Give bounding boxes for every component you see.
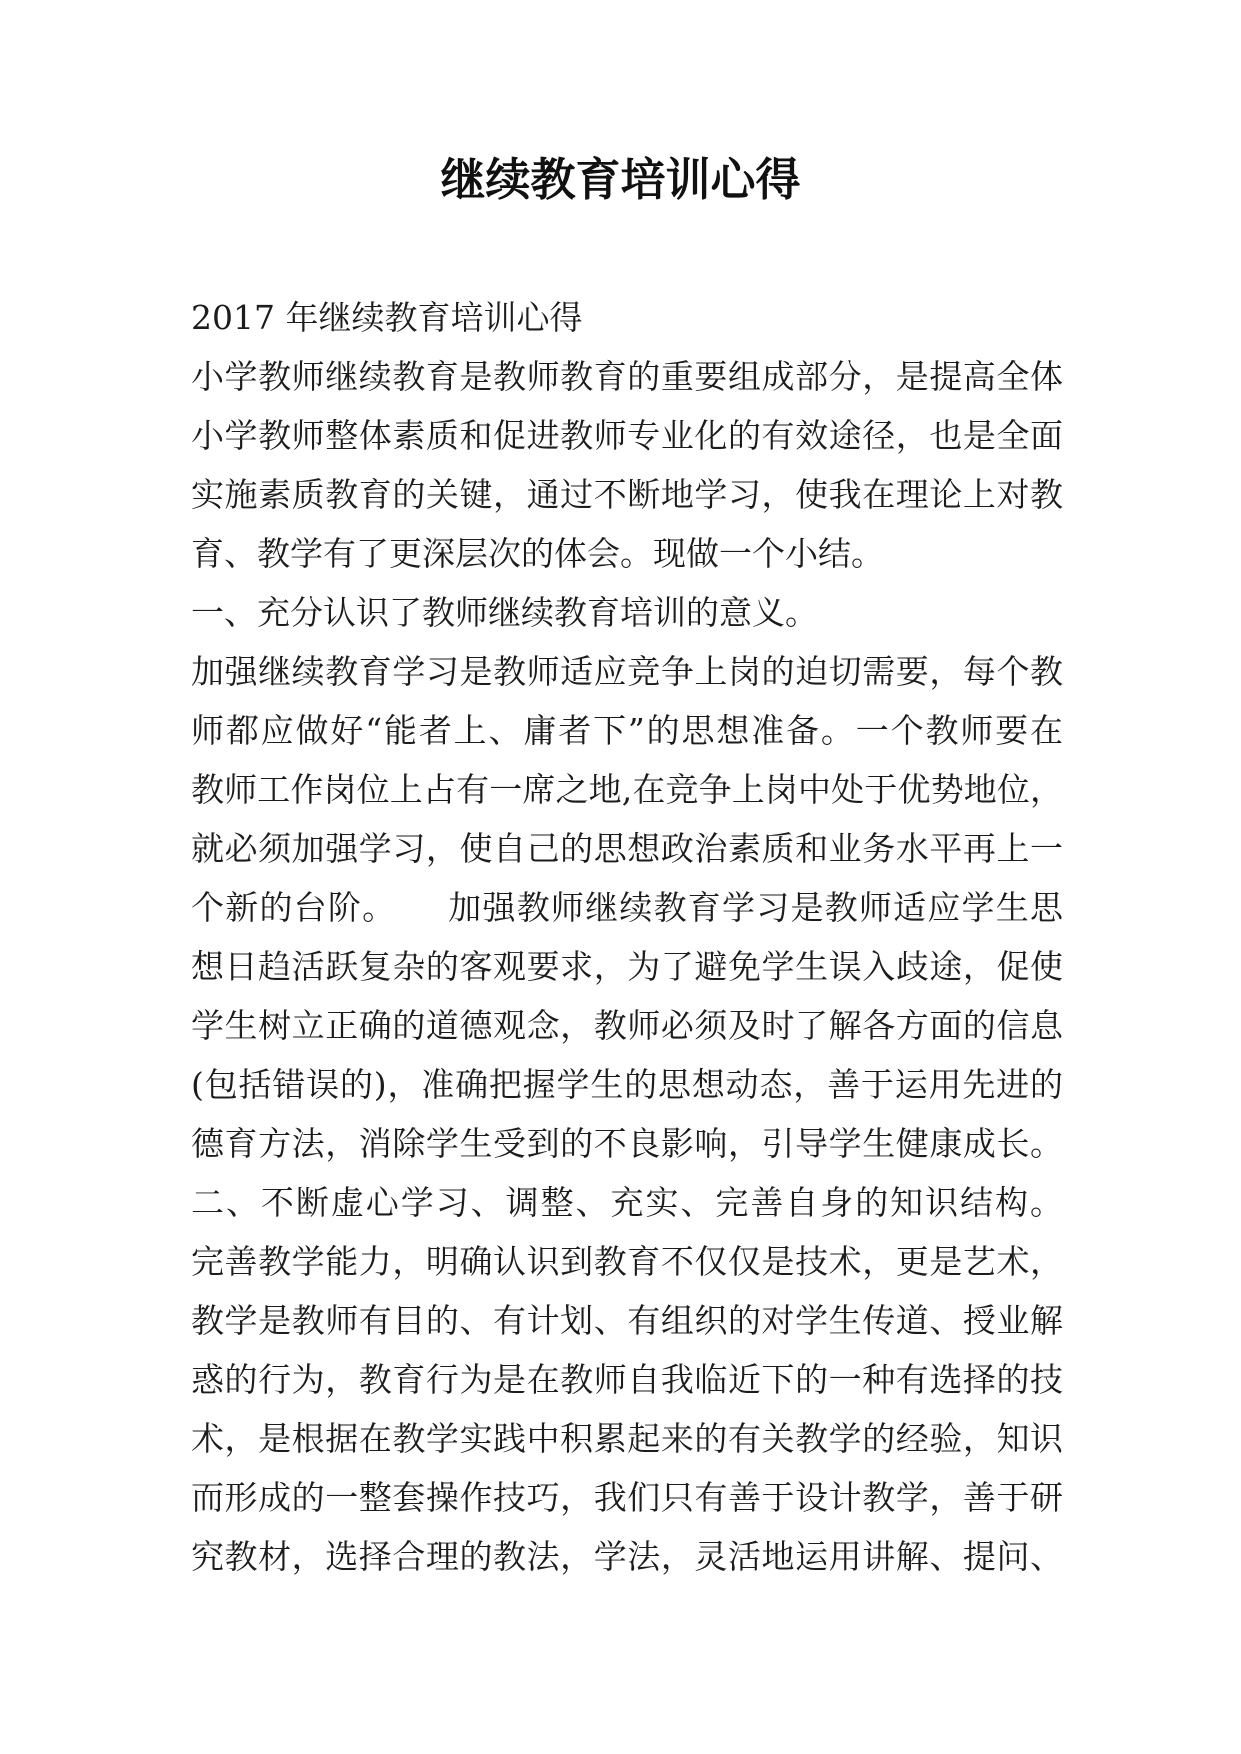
body-line: 学生树立正确的道德观念，教师必须及时了解各方面的信息 [191,1006,1063,1045]
body-line: 惑的行为，教育行为是在教师自我临近下的一种有选择的技 [191,1360,1063,1399]
body-line: 想日趋活跃复杂的客观要求，为了避免学生误入歧途，促使 [191,947,1063,986]
body-line: 教师工作岗位上占有一席之地,在竞争上岗中处于优势地位， [191,770,1063,809]
body-line: 而形成的一整套操作技巧，我们只有善于设计教学，善于研 [191,1478,1063,1517]
document-title: 继续教育培训心得 [440,153,801,206]
section-heading: 一、充分认识了教师继续教育培训的意义。 [191,593,818,632]
body-line: 实施素质教育的关键，通过不断地学习，使我在理论上对教 [191,475,1063,514]
subtitle-line: 2017 年继续教育培训心得 [191,298,583,337]
section-heading: 二、不断虚心学习、调整、充实、完善自身的知识结构。 [191,1183,1063,1222]
body-line: 育、教学有了更深层次的体会。现做一个小结。 [191,534,884,573]
body-line: 师都应做好“能者上、庸者下”的思想准备。一个教师要在 [191,711,1063,750]
body-line: 个新的台阶。 加强教师继续教育学习是教师适应学生思 [191,888,1063,927]
body-line: 小学教师整体素质和促进教师专业化的有效途径，也是全面 [191,416,1063,455]
body-line: 教学是教师有目的、有计划、有组织的对学生传道、授业解 [191,1301,1063,1340]
body-line: 加强继续教育学习是教师适应竞争上岗的迫切需要，每个教 [191,652,1063,691]
body-line: 德育方法，消除学生受到的不良影响，引导学生健康成长。 [191,1124,1063,1163]
body-line: 完善教学能力，明确认识到教育不仅仅是技术，更是艺术， [191,1242,1063,1281]
document-body [191,288,1063,1586]
body-line: 术，是根据在教学实践中积累起来的有关教学的经验，知识 [191,1419,1063,1458]
body-line: 就必须加强学习，使自己的思想政治素质和业务水平再上一 [191,829,1063,868]
body-line: (包括错误的)，准确把握学生的思想动态，善于运用先进的 [191,1065,1063,1104]
body-line: 小学教师继续教育是教师教育的重要组成部分，是提高全体 [191,357,1063,396]
body-line: 究教材，选择合理的教法，学法，灵活地运用讲解、提问、 [191,1537,1063,1576]
